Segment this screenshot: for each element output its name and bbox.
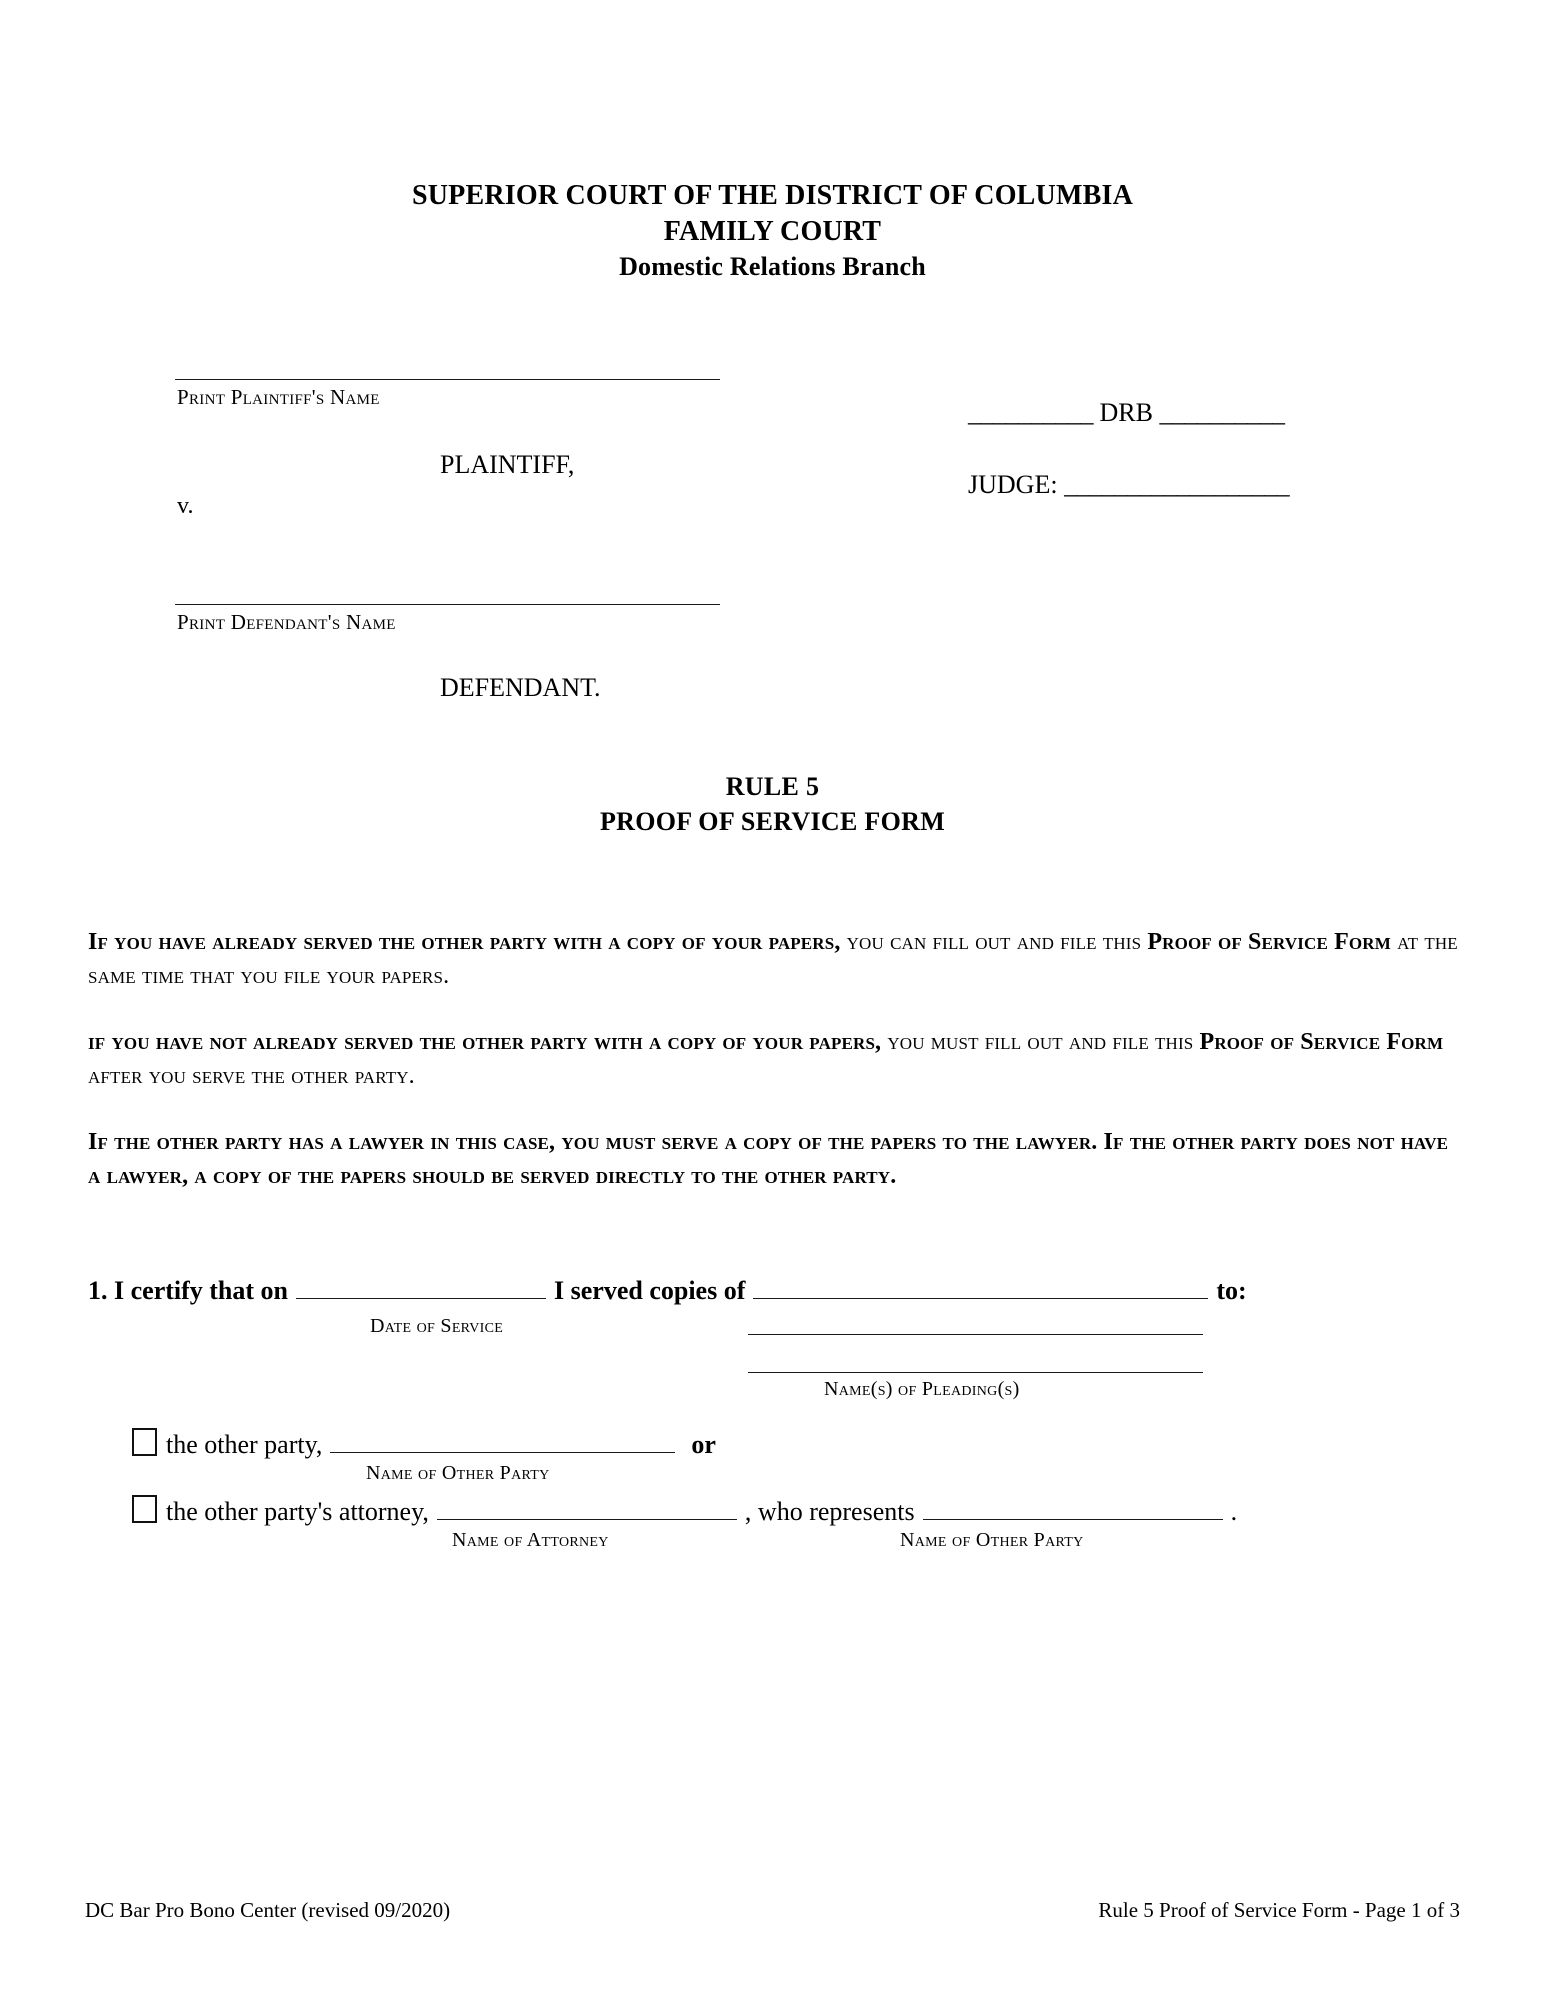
certification-line [88, 1272, 1468, 1306]
represented-party-label: Name of Other Party [900, 1529, 1084, 1551]
date-of-service-label: Date of Service [370, 1315, 504, 1337]
form-rule-number: RULE 5 [725, 772, 820, 801]
attorney-text: the other party's attorney, [166, 1497, 429, 1526]
recipient-option-attorney[interactable] [132, 1492, 1237, 1527]
defendant-role-label: DEFENDANT. [440, 673, 601, 702]
who-represents-text: , who represents [744, 1497, 915, 1526]
checkbox-other-party[interactable] [132, 1428, 157, 1456]
instruction-1-text-b: at the same time that you file your papers. [88, 929, 1458, 990]
pleadings-label: Name(s) of Pleading(s) [824, 1378, 1020, 1400]
certification-trailing-text: to: [1216, 1276, 1247, 1305]
instruction-1-bold-form: Proof of Service Form [1147, 929, 1391, 955]
instruction-1-bold-lead: If you have already served the other party with a copy of your papers, [88, 929, 841, 955]
instruction-paragraph-2 [88, 1025, 1458, 1093]
case-number-label: DRB [1099, 398, 1153, 427]
represented-party-input[interactable] [923, 1493, 1223, 1520]
instruction-2-bold-lead: if you have not already served the other party with a copy of your papers, [88, 1029, 882, 1056]
or-connector: or [691, 1430, 716, 1459]
date-of-service-input[interactable] [296, 1272, 546, 1299]
checkbox-attorney[interactable] [132, 1495, 157, 1523]
court-branch: Domestic Relations Branch [619, 251, 926, 281]
instruction-paragraph-1 [88, 925, 1458, 993]
judge-name-blank[interactable]: __________________ [1064, 470, 1290, 499]
form-name: PROOF OF SERVICE FORM [599, 806, 946, 836]
certification-lead-text: 1. I certify that on [88, 1276, 289, 1305]
instruction-2-text-a: you must fill out and file this [881, 1029, 1200, 1056]
other-party-name-input[interactable] [330, 1426, 675, 1453]
instruction-1-text-a: you can fill out and file this [840, 929, 1148, 955]
judge-label: JUDGE: [968, 470, 1058, 499]
versus-label: v. [177, 493, 194, 519]
defendant-name-blank[interactable] [175, 604, 720, 605]
instructions-block [88, 925, 1458, 1193]
instruction-2-bold-form: Proof of Service Form [1199, 1029, 1444, 1056]
certification-item-1 [88, 1272, 1468, 1400]
plaintiff-name-blank[interactable] [175, 379, 720, 380]
court-header [0, 178, 1545, 283]
case-number-prefix-blank[interactable]: __________ [968, 398, 1093, 427]
certification-mid-text: I served copies of [554, 1276, 746, 1305]
attorney-name-label: Name of Attorney [452, 1529, 609, 1551]
plaintiff-name-label: Print Plaintiff's Name [177, 385, 380, 409]
court-division: FAMILY COURT [663, 215, 882, 247]
other-party-text: the other party, [166, 1430, 323, 1459]
defendant-name-label: Print Defendant's Name [177, 610, 396, 634]
pleadings-input-line-2[interactable] [748, 1334, 1203, 1335]
footer-source: DC Bar Pro Bono Center (revised 09/2020) [85, 1898, 451, 1922]
sentence-period: . [1230, 1497, 1238, 1526]
instruction-paragraph-3: If the other party has a lawyer in this case, you must serve a copy of the papers to the lawyer. If the other party does not have a lawyer, a copy of the papers should be served directly to the other party. [88, 1129, 1449, 1190]
attorney-name-input[interactable] [437, 1493, 737, 1520]
case-number-row[interactable] [968, 398, 1284, 428]
other-party-name-label: Name of Other Party [366, 1462, 550, 1484]
judge-row[interactable] [968, 470, 1289, 500]
instruction-2-text-b: after you serve the other party. [88, 1063, 415, 1090]
form-title [0, 770, 1545, 839]
footer-page-info: Rule 5 Proof of Service Form - Page 1 of 3 [1098, 1898, 1460, 1922]
case-number-suffix-blank[interactable]: __________ [1159, 398, 1285, 427]
plaintiff-role-label: PLAINTIFF, [440, 450, 575, 479]
pleadings-input-line-1[interactable] [753, 1272, 1208, 1299]
pleadings-input-line-3[interactable] [748, 1372, 1203, 1373]
recipient-option-other-party[interactable] [132, 1425, 716, 1460]
court-name: SUPERIOR COURT OF THE DISTRICT OF COLUMBIA [411, 180, 1134, 211]
